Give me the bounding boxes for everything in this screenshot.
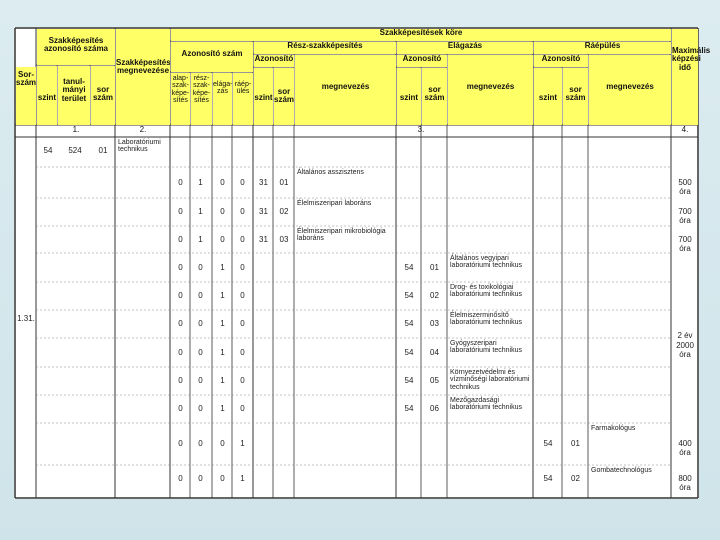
- main-sor: 01: [98, 146, 108, 155]
- el-sor: 02: [430, 291, 439, 300]
- el-sor: 05: [430, 376, 439, 385]
- code-cell: 0: [198, 404, 203, 413]
- header-ra-azon: Azonosító: [534, 55, 588, 67]
- el-szint: 54: [404, 291, 414, 300]
- el-sor: 01: [430, 262, 439, 272]
- el-szint: 54: [404, 262, 414, 272]
- col-number-2: 2.: [139, 125, 147, 134]
- header-kor: Szakképesítések köre: [171, 29, 671, 41]
- code-cell: 0: [198, 473, 203, 483]
- header-resz-megn: megnevezés: [295, 55, 396, 125]
- el-sor: 03: [430, 319, 439, 328]
- el-megnevezes: Élelmiszerminősítő laboratóriumi technikus: [450, 312, 522, 327]
- main-tanulmanyi: 524: [68, 146, 82, 155]
- el-megnevezes: Drog- és toxikológiai laboratóriumi technikus: [450, 284, 522, 299]
- header-resz: Rész-szakképesítés: [254, 42, 396, 54]
- header-elagazas: Elágazás: [397, 42, 533, 54]
- code-cell: 1: [220, 376, 225, 385]
- code-cell: 0: [240, 376, 245, 385]
- code-cell: 0: [198, 319, 203, 328]
- ra-szint: 54: [543, 473, 553, 483]
- header-alap: alap-szak-képe-sítés: [171, 73, 190, 125]
- code-cell: 0: [178, 404, 183, 413]
- code-cell: 0: [220, 177, 225, 187]
- header-el-szint: szint: [397, 68, 421, 125]
- col-number-4: 4.: [681, 125, 689, 134]
- header-raep-small: ráép-ülés: [233, 73, 253, 125]
- header-szakk-megn: Szakképesítés megnevezése: [116, 29, 170, 125]
- ra-megnevezes: Gombatechnológus: [591, 467, 652, 474]
- code-cell: 0: [198, 347, 203, 357]
- col-number-3: 3.: [417, 125, 425, 134]
- ra-sor: 01: [571, 439, 580, 448]
- code-cell: 1: [240, 439, 245, 448]
- code-cell: 0: [178, 347, 183, 357]
- max-ido-cell: 700 óra: [678, 234, 692, 253]
- ra-sor: 02: [571, 473, 580, 483]
- code-cell: 1: [198, 234, 203, 244]
- el-megnevezes: Környezetvédelmi és vízminőségi laboratóriumi technikus: [450, 369, 530, 391]
- resz-szint: 31: [259, 234, 268, 244]
- header-raepules: Ráépülés: [534, 42, 671, 54]
- el-sor: 04: [430, 347, 439, 357]
- main-sorszam: 1.31.: [17, 314, 35, 323]
- code-cell: 0: [220, 207, 225, 216]
- header-sorszam: Sor-szám: [16, 67, 36, 125]
- code-cell: 0: [220, 473, 225, 483]
- ra-megnevezes: Farmakológus: [591, 425, 636, 432]
- header-tanulmanyi: tanul-mányi terület: [58, 66, 90, 125]
- resz-megnevezes: Általános asszisztens: [297, 169, 364, 176]
- code-cell: 0: [178, 319, 183, 328]
- header-elag-small: elága-zás: [213, 73, 232, 125]
- code-cell: 1: [220, 319, 225, 328]
- el-szint: 54: [404, 347, 414, 357]
- el-sor: 06: [430, 404, 439, 413]
- resz-szint: 31: [259, 207, 268, 216]
- code-cell: 0: [220, 439, 225, 448]
- header-max-ido: Maximális képzési idő: [672, 29, 698, 125]
- el-szint: 54: [404, 404, 414, 413]
- header-szak-azon: Szakképesítés azonosító száma: [37, 29, 115, 65]
- main-megnevezes: Laboratóriumi technikus: [118, 139, 161, 154]
- code-cell: 1: [198, 207, 203, 216]
- code-cell: 0: [178, 376, 183, 385]
- code-cell: 0: [178, 234, 183, 244]
- code-cell: 0: [240, 234, 245, 244]
- el-szint: 54: [404, 376, 414, 385]
- header-resz-sor: sor szám: [274, 68, 294, 125]
- code-cell: 1: [240, 473, 245, 483]
- resz-megnevezes: Élelmiszeripari laboráns: [297, 200, 372, 207]
- code-cell: 1: [220, 404, 225, 413]
- code-cell: 0: [240, 262, 245, 272]
- el-megnevezes: Mezőgazdasági laboratóriumi technikus: [450, 397, 522, 412]
- resz-sor: 01: [279, 177, 289, 187]
- code-cell: 0: [178, 262, 183, 272]
- el-megnevezes: Gyógyszeripari laboratóriumi technikus: [450, 340, 522, 355]
- code-cell: 0: [240, 347, 245, 357]
- code-cell: 0: [240, 291, 245, 300]
- code-cell: 0: [240, 177, 245, 187]
- header-szint-1: szint: [37, 66, 57, 125]
- code-cell: 1: [220, 347, 225, 357]
- max-ido-cell: 700 óra: [678, 207, 692, 225]
- code-cell: 0: [220, 234, 225, 244]
- col-number-1: 1.: [72, 125, 80, 134]
- code-cell: 0: [198, 262, 203, 272]
- code-cell: 0: [178, 207, 183, 216]
- header-azon-szam: Azonosító szám: [171, 42, 253, 72]
- header-ra-megn: megnevezés: [589, 55, 671, 125]
- code-cell: 0: [198, 439, 203, 448]
- resz-sor: 02: [279, 207, 289, 216]
- el-szint: 54: [404, 319, 414, 328]
- code-cell: 0: [178, 439, 183, 448]
- header-ra-sor: sor szám: [563, 68, 588, 125]
- header-resz-szint: szint: [254, 68, 273, 125]
- main-szint: 54: [43, 146, 53, 155]
- header-el-sor: sor szám: [422, 68, 447, 125]
- code-cell: 1: [198, 177, 203, 187]
- main-max-ido: 2 év 2000 óra: [676, 331, 694, 360]
- code-cell: 0: [240, 207, 245, 216]
- code-cell: 1: [220, 262, 225, 272]
- code-cell: 0: [240, 319, 245, 328]
- header-resz-small: rész-szak-képe-sítés: [191, 73, 212, 125]
- header-ra-szint: szint: [534, 68, 562, 125]
- header-el-megn: megnevezés: [448, 55, 533, 125]
- header-sorszam-1: sor szám: [91, 66, 115, 125]
- header-el-azon: Azonosító: [397, 55, 447, 67]
- max-ido-cell: 500 óra: [678, 177, 692, 196]
- max-ido-cell: 400 óra: [678, 439, 692, 457]
- resz-megnevezes: Élelmiszeripari mikrobiológia laboráns: [297, 228, 386, 243]
- resz-sor: 03: [279, 234, 289, 244]
- el-megnevezes: Általános vegyipari laboratóriumi technikus: [450, 255, 522, 270]
- max-ido-cell: 800 óra: [678, 473, 692, 492]
- header-resz-azon: Azonosító: [254, 55, 294, 67]
- resz-szint: 31: [259, 177, 268, 187]
- ra-szint: 54: [543, 439, 553, 448]
- code-cell: 0: [198, 376, 203, 385]
- code-cell: 0: [240, 404, 245, 413]
- code-cell: 0: [178, 177, 183, 187]
- table-sheet: [14, 27, 711, 499]
- code-cell: 1: [220, 291, 225, 300]
- code-cell: 0: [198, 291, 203, 300]
- code-cell: 0: [178, 473, 183, 483]
- code-cell: 0: [178, 291, 183, 300]
